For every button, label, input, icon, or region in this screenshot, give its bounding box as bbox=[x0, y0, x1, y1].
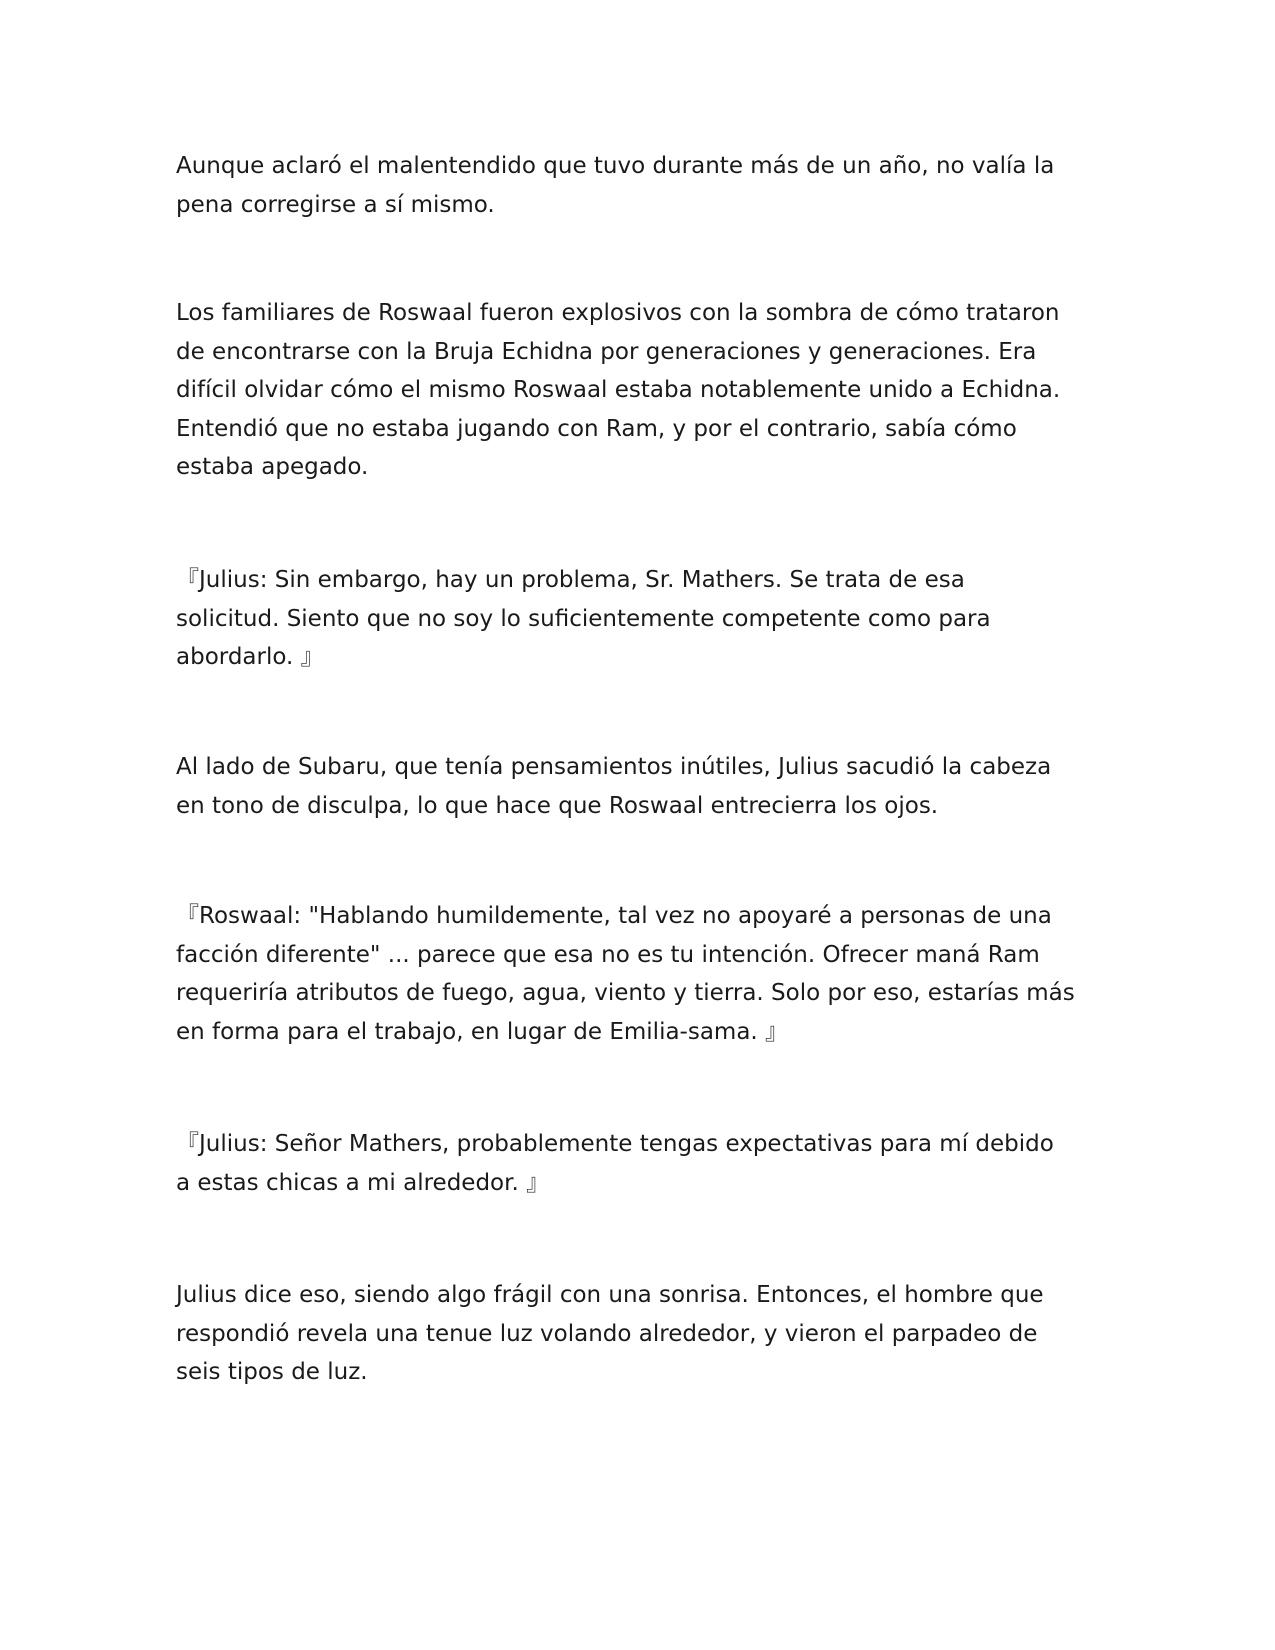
paragraph-4: Al lado de Subaru, que tenía pensamientos inútiles, Julius sacudió la cabeza en tono de disculpa, lo que hace que Roswaal entrecierra los ojos. bbox=[176, 754, 1052, 819]
paragraph-2: Los familiares de Roswaal fueron explosivos con la sombra de cómo trataron de encontrarse con la Bruja Echidna por generaciones y generaciones. Era difícil olvidar cómo el mismo Roswaal estaba notablemente unido a Echidna. Entendió que no estaba jugando con Ram, y por el contrario, sabía cómo estaba apegado. bbox=[176, 300, 1061, 480]
dialogue-roswaal: 『Roswaal: "Hablando humildemente, tal vez no apoyaré a personas de una facción diferente" ... parece que esa no es tu intención. Ofrecer maná Ram requeriría atributos de fuego, agua, viento y tierra. Solo por eso, estarías más en forma para el trabajo, en lugar de Emilia-sama. 』 bbox=[176, 903, 1075, 1045]
dialogue-julius-1: 『Julius: Sin embargo, hay un problema, Sr. Mathers. Se trata de esa solicitud. Siento que no soy lo suficientemente competente como para abordarlo. 』 bbox=[176, 567, 991, 670]
dialogue-julius-2: 『Julius: Señor Mathers, probablemente tengas expectativas para mí debido a estas chicas a mi alrededor. 』 bbox=[176, 1131, 1054, 1196]
paragraph-7: Julius dice eso, siendo algo frágil con una sonrisa. Entonces, el hombre que respondió revela una tenue luz volando alrededor, y vieron el parpadeo de seis tipos de luz. bbox=[176, 1282, 1044, 1385]
paragraph-1: Aunque aclaró el malentendido que tuvo durante más de un año, no valía la pena corregirse a sí mismo. bbox=[176, 153, 1055, 218]
